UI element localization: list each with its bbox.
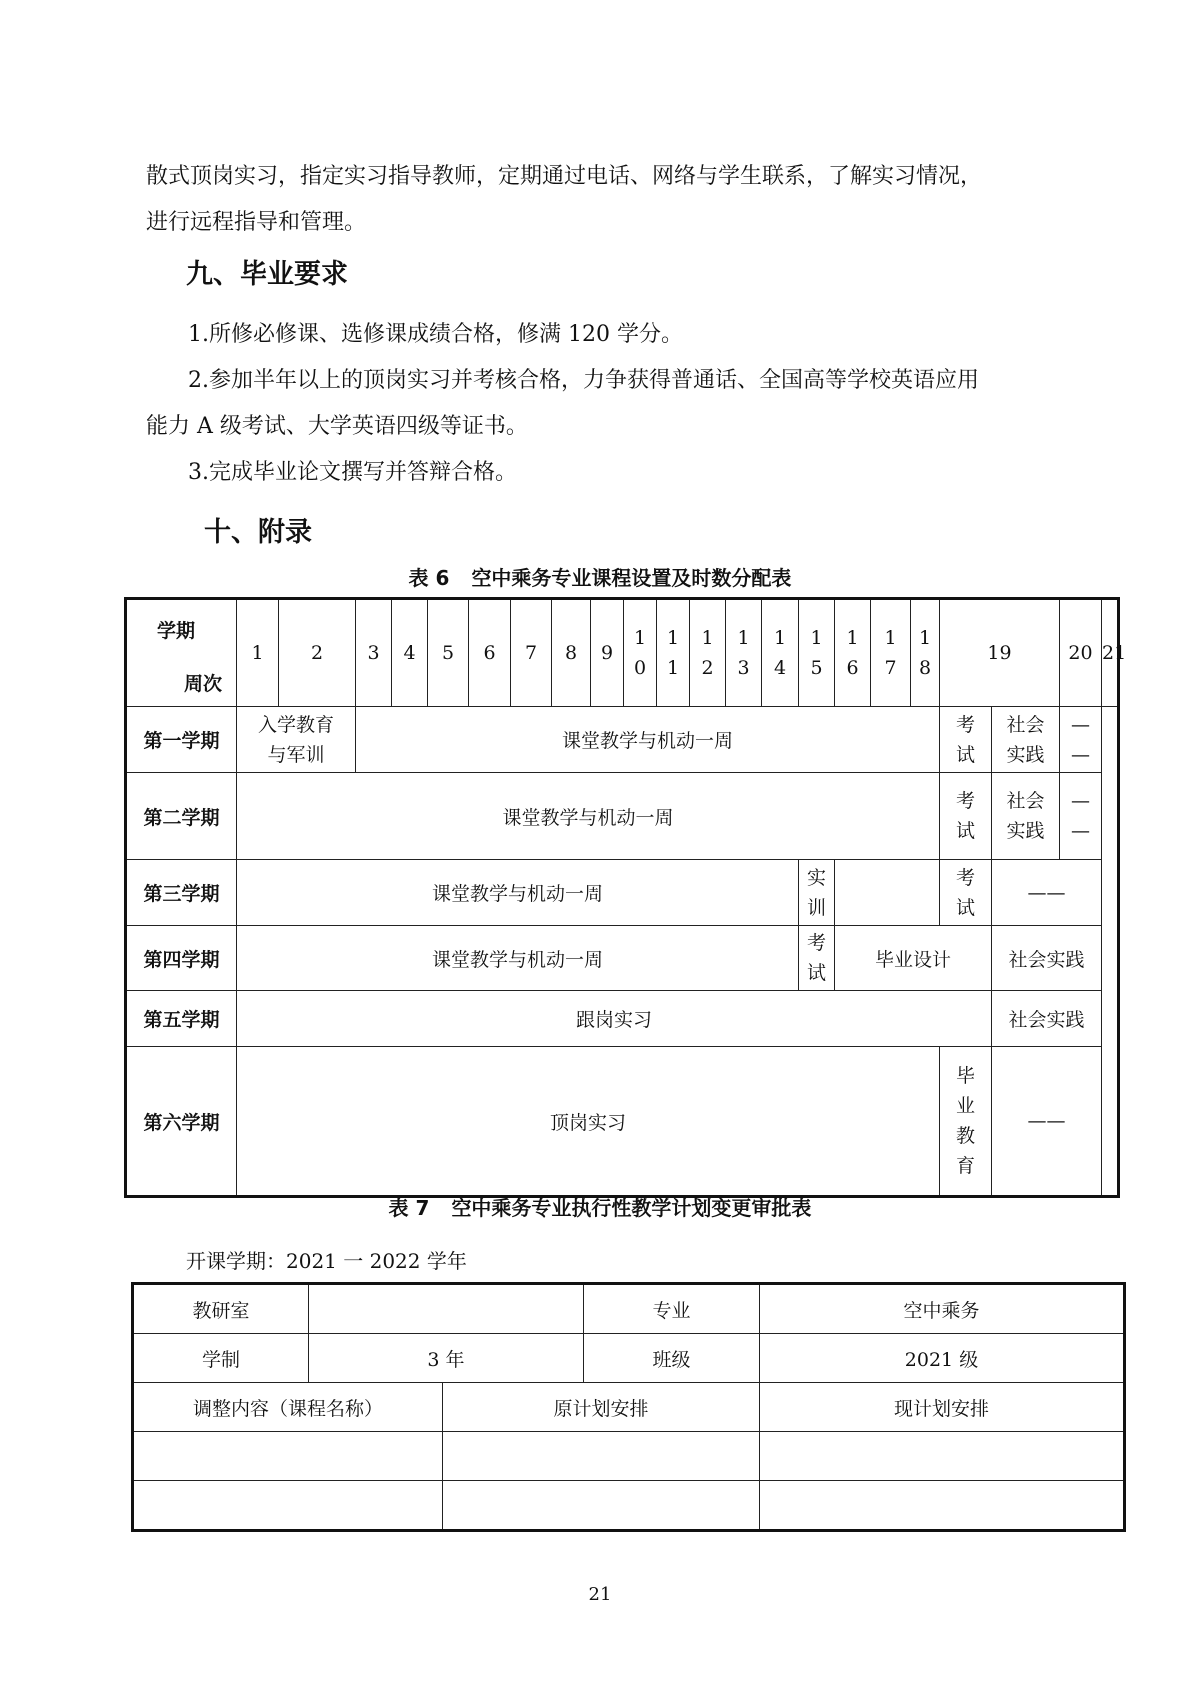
semester-label: 第二学期 <box>126 773 237 860</box>
value-cell <box>309 1284 584 1334</box>
header-cell: 现计划安排 <box>760 1383 1125 1432</box>
schedule-block: 毕 业 教 育 <box>940 1047 992 1197</box>
semester-row <box>126 991 1119 1047</box>
schedule-block: 课堂教学与机动一周 <box>356 707 940 773</box>
table-6-caption: 表 6 空中乘务专业课程设置及时数分配表 <box>408 566 792 590</box>
week-cell: 1 5 <box>799 599 835 707</box>
table-row <box>133 1284 1125 1334</box>
requirement-1: 1.所修必修课、选修课成绩合格，修满 120 学分。 <box>188 322 683 347</box>
week-cell: 1 2 <box>690 599 726 707</box>
header-cell: 原计划安排 <box>443 1383 760 1432</box>
table-row <box>133 1481 1125 1531</box>
week-cell: 3 <box>356 599 392 707</box>
plan-change-table <box>131 1282 1126 1532</box>
schedule-block: 社会 实践 <box>992 773 1060 860</box>
week-cell: 21 <box>1102 599 1119 707</box>
schedule-block: 考 试 <box>799 926 835 991</box>
section-10-heading: 十、附录 <box>204 517 312 548</box>
empty-cell[interactable] <box>760 1432 1125 1481</box>
label-cell: 教研室 <box>133 1284 309 1334</box>
requirement-2: 2.参加半年以上的顶岗实习并考核合格，力争获得普通话、全国高等学校英语应用 <box>188 368 979 393</box>
semester-row <box>126 707 1119 773</box>
week-cell: 4 <box>392 599 428 707</box>
week-cell: 1 <box>237 599 279 707</box>
semester-row <box>126 860 1119 926</box>
schedule-block: 社会实践 <box>992 926 1102 991</box>
schedule-block: —— <box>992 1047 1102 1197</box>
week-cell: 1 0 <box>624 599 657 707</box>
empty-cell[interactable] <box>760 1481 1125 1531</box>
semester-label: 第五学期 <box>126 991 237 1047</box>
value-cell: 3 年 <box>309 1334 584 1383</box>
schedule-block: — — <box>1060 707 1102 773</box>
schedule-block: 考 试 <box>940 707 992 773</box>
value-cell: 空中乘务 <box>760 1284 1125 1334</box>
schedule-block: 顶岗实习 <box>237 1047 940 1197</box>
empty-cell[interactable] <box>133 1481 443 1531</box>
table-row <box>133 1334 1125 1383</box>
week-cell: 1 4 <box>762 599 799 707</box>
week-cell: 20 <box>1060 599 1102 707</box>
schedule-block: 课堂教学与机动一周 <box>237 773 940 860</box>
label-cell: 学制 <box>133 1334 309 1383</box>
page-number: 21 <box>588 1584 612 1605</box>
week-cell: 6 <box>469 599 511 707</box>
intro-line-1: 散式顶岗实习，指定实习指导教师，定期通过电话、网络与学生联系，了解实习情况， <box>146 164 983 189</box>
label-cell: 班级 <box>584 1334 760 1383</box>
course-term: 开课学期：2021 一 2022 学年 <box>186 1249 467 1273</box>
schedule-block: — — <box>1060 773 1102 860</box>
schedule-block: 社会实践 <box>992 991 1102 1047</box>
week-cell: 2 <box>279 599 356 707</box>
table-row <box>133 1432 1125 1481</box>
schedule-block: 跟岗实习 <box>237 991 992 1047</box>
schedule-block: —— <box>992 860 1102 926</box>
week-cell: 5 <box>428 599 469 707</box>
week-cell: 1 8 <box>911 599 940 707</box>
schedule-block: 毕业设计 <box>835 926 992 991</box>
value-cell: 2021 级 <box>760 1334 1125 1383</box>
section-9-heading: 九、毕业要求 <box>186 259 348 290</box>
header-cell: 调整内容（课程名称） <box>133 1383 443 1432</box>
week-cell: 1 6 <box>835 599 871 707</box>
week-cell: 8 <box>552 599 591 707</box>
table-header-row <box>133 1383 1125 1432</box>
semester-label: 第三学期 <box>126 860 237 926</box>
label-cell: 专业 <box>584 1284 760 1334</box>
empty-cell[interactable] <box>443 1481 760 1531</box>
semester-label: 第四学期 <box>126 926 237 991</box>
week-cell: 1 7 <box>871 599 911 707</box>
requirement-2-cont: 能力 A 级考试、大学英语四级等证书。 <box>146 414 528 439</box>
course-schedule-table <box>124 597 1127 1198</box>
semester-row <box>126 1047 1119 1197</box>
week-header-row <box>126 599 1119 707</box>
schedule-block: 考 试 <box>940 773 992 860</box>
corner-cell: 周次 学期 <box>126 599 237 707</box>
table-7-caption: 表 7 空中乘务专业执行性教学计划变更审批表 <box>388 1196 812 1220</box>
empty-cell[interactable] <box>133 1432 443 1481</box>
semester-label: 第六学期 <box>126 1047 237 1197</box>
schedule-block: 课堂教学与机动一周 <box>237 860 799 926</box>
schedule-block <box>835 860 940 926</box>
week-cell: 1 3 <box>726 599 762 707</box>
semester-label: 第一学期 <box>126 707 237 773</box>
schedule-block: 考 试 <box>940 860 992 926</box>
week-cell: 7 <box>511 599 552 707</box>
week-cell: 19 <box>940 599 1060 707</box>
schedule-block: 实 训 <box>799 860 835 926</box>
semester-row <box>126 926 1119 991</box>
week-cell: 9 <box>591 599 624 707</box>
schedule-block: 社会 实践 <box>992 707 1060 773</box>
empty-cell[interactable] <box>443 1432 760 1481</box>
week-cell: 1 1 <box>657 599 690 707</box>
schedule-block: 课堂教学与机动一周 <box>237 926 799 991</box>
requirement-3: 3.完成毕业论文撰写并答辩合格。 <box>188 460 517 485</box>
semester-row <box>126 773 1119 860</box>
intro-line-2: 进行远程指导和管理。 <box>146 210 367 235</box>
schedule-block: 入学教育 与军训 <box>237 707 356 773</box>
